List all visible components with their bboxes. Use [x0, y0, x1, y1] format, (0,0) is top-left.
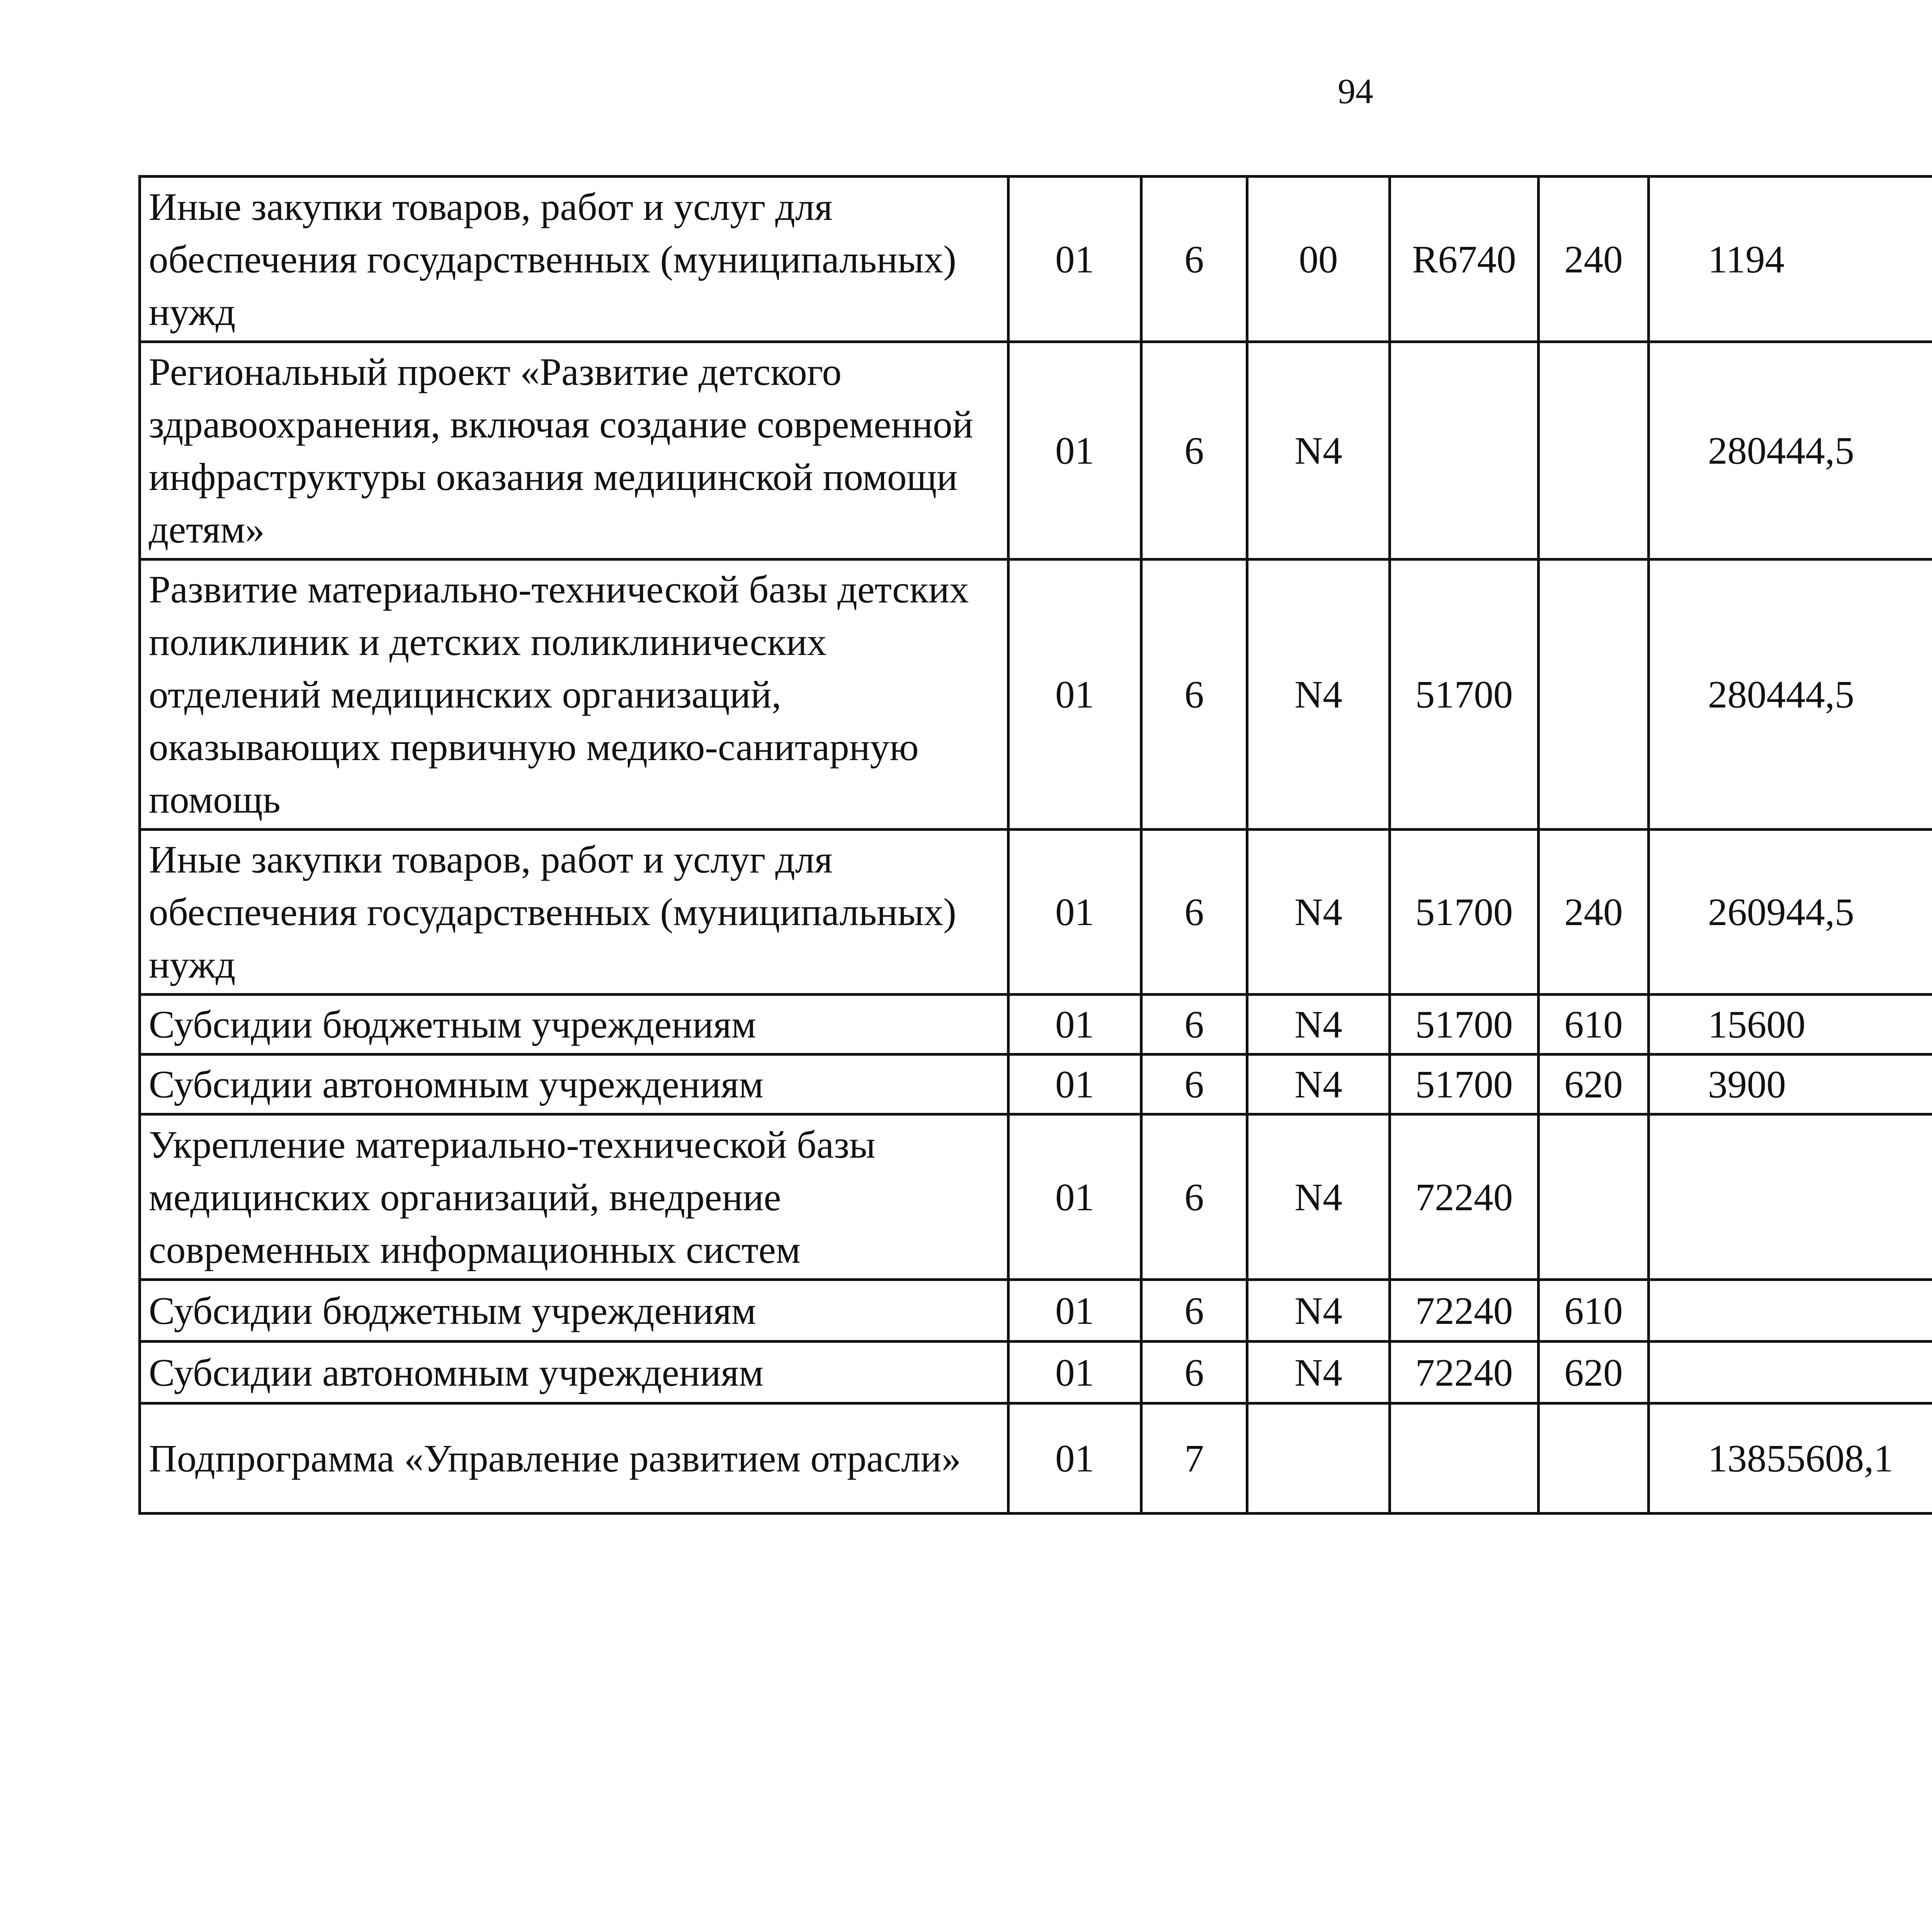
sum-year-1: 280444,5	[1649, 560, 1932, 830]
row-name: Укрепление материально-технической базы медицинских организаций, внедрение современных информационных систем	[140, 1114, 1009, 1280]
subprogram-code: 7	[1141, 1403, 1247, 1514]
row-name: Развитие материально-технической базы детских поликлиник и детских поликлинических отделений медицинских организаций, оказывающих первичную медико-санитарную помощь	[140, 560, 1009, 830]
direction-code: 72240	[1390, 1280, 1539, 1342]
direction-code: 51700	[1390, 830, 1539, 995]
expense-type-code: 620	[1539, 1342, 1649, 1403]
sum-year-1	[1649, 1114, 1932, 1280]
sum-year-1	[1649, 1280, 1932, 1342]
event-code: N4	[1247, 1280, 1390, 1342]
table-row	[140, 830, 1932, 995]
row-name: Региональный проект «Развитие детского здравоохранения, включая создание современной инфраструктуры оказания медицинской помощи детям»	[140, 342, 1009, 560]
subprogram-code: 6	[1141, 177, 1247, 342]
expense-type-code: 610	[1539, 995, 1649, 1055]
expense-type-code	[1539, 342, 1649, 560]
budget-table	[138, 175, 1932, 1515]
event-code: 00	[1247, 177, 1390, 342]
program-code: 01	[1009, 1403, 1141, 1514]
direction-code: 51700	[1390, 995, 1539, 1055]
table-row	[140, 1114, 1932, 1280]
program-code: 01	[1009, 1114, 1141, 1280]
table-row	[140, 1055, 1932, 1114]
row-name: Подпрограмма «Управление развитием отрасли»	[140, 1403, 1009, 1514]
expense-type-code: 240	[1539, 830, 1649, 995]
subprogram-code: 6	[1141, 560, 1247, 830]
sum-year-1: 280444,5	[1649, 342, 1932, 560]
direction-code: 72240	[1390, 1342, 1539, 1403]
sum-year-1: 1194	[1649, 177, 1932, 342]
sum-year-1: 13855608,1	[1649, 1403, 1932, 1514]
sum-year-1: 260944,5	[1649, 830, 1932, 995]
program-code: 01	[1009, 995, 1141, 1055]
table-row	[140, 1403, 1932, 1514]
row-name: Субсидии бюджетным учреждениям	[140, 1280, 1009, 1342]
table-row	[140, 560, 1932, 830]
program-code: 01	[1009, 1055, 1141, 1114]
direction-code	[1390, 1403, 1539, 1514]
event-code	[1247, 1403, 1390, 1514]
subprogram-code: 6	[1141, 1114, 1247, 1280]
sum-year-1	[1649, 1342, 1932, 1403]
program-code: 01	[1009, 1280, 1141, 1342]
subprogram-code: 6	[1141, 342, 1247, 560]
row-name: Субсидии бюджетным учреждениям	[140, 995, 1009, 1055]
table-row	[140, 342, 1932, 560]
program-code: 01	[1009, 560, 1141, 830]
event-code: N4	[1247, 1114, 1390, 1280]
table-row	[140, 1342, 1932, 1403]
direction-code	[1390, 342, 1539, 560]
subprogram-code: 6	[1141, 1280, 1247, 1342]
event-code: N4	[1247, 1342, 1390, 1403]
row-name: Субсидии автономным учреждениям	[140, 1342, 1009, 1403]
row-name: Иные закупки товаров, работ и услуг для обеспечения государственных (муниципальных) нужд	[140, 177, 1009, 342]
expense-type-code	[1539, 1114, 1649, 1280]
event-code: N4	[1247, 560, 1390, 830]
program-code: 01	[1009, 830, 1141, 995]
table-row	[140, 177, 1932, 342]
expense-type-code: 240	[1539, 177, 1649, 342]
event-code: N4	[1247, 995, 1390, 1055]
program-code: 01	[1009, 1342, 1141, 1403]
expense-type-code: 620	[1539, 1055, 1649, 1114]
program-code: 01	[1009, 342, 1141, 560]
subprogram-code: 6	[1141, 830, 1247, 995]
event-code: N4	[1247, 1055, 1390, 1114]
event-code: N4	[1247, 342, 1390, 560]
event-code: N4	[1247, 830, 1390, 995]
page-number: 94	[1338, 71, 1373, 111]
subprogram-code: 6	[1141, 995, 1247, 1055]
table-row	[140, 995, 1932, 1055]
table-row	[140, 1280, 1932, 1342]
subprogram-code: 6	[1141, 1342, 1247, 1403]
expense-type-code	[1539, 560, 1649, 830]
direction-code: 72240	[1390, 1114, 1539, 1280]
expense-type-code: 610	[1539, 1280, 1649, 1342]
direction-code: 51700	[1390, 560, 1539, 830]
direction-code: 51700	[1390, 1055, 1539, 1114]
sum-year-1: 3900	[1649, 1055, 1932, 1114]
direction-code: R6740	[1390, 177, 1539, 342]
subprogram-code: 6	[1141, 1055, 1247, 1114]
sum-year-1: 15600	[1649, 995, 1932, 1055]
expense-type-code	[1539, 1403, 1649, 1514]
row-name: Субсидии автономным учреждениям	[140, 1055, 1009, 1114]
row-name: Иные закупки товаров, работ и услуг для обеспечения государственных (муниципальных) нужд	[140, 830, 1009, 995]
program-code: 01	[1009, 177, 1141, 342]
